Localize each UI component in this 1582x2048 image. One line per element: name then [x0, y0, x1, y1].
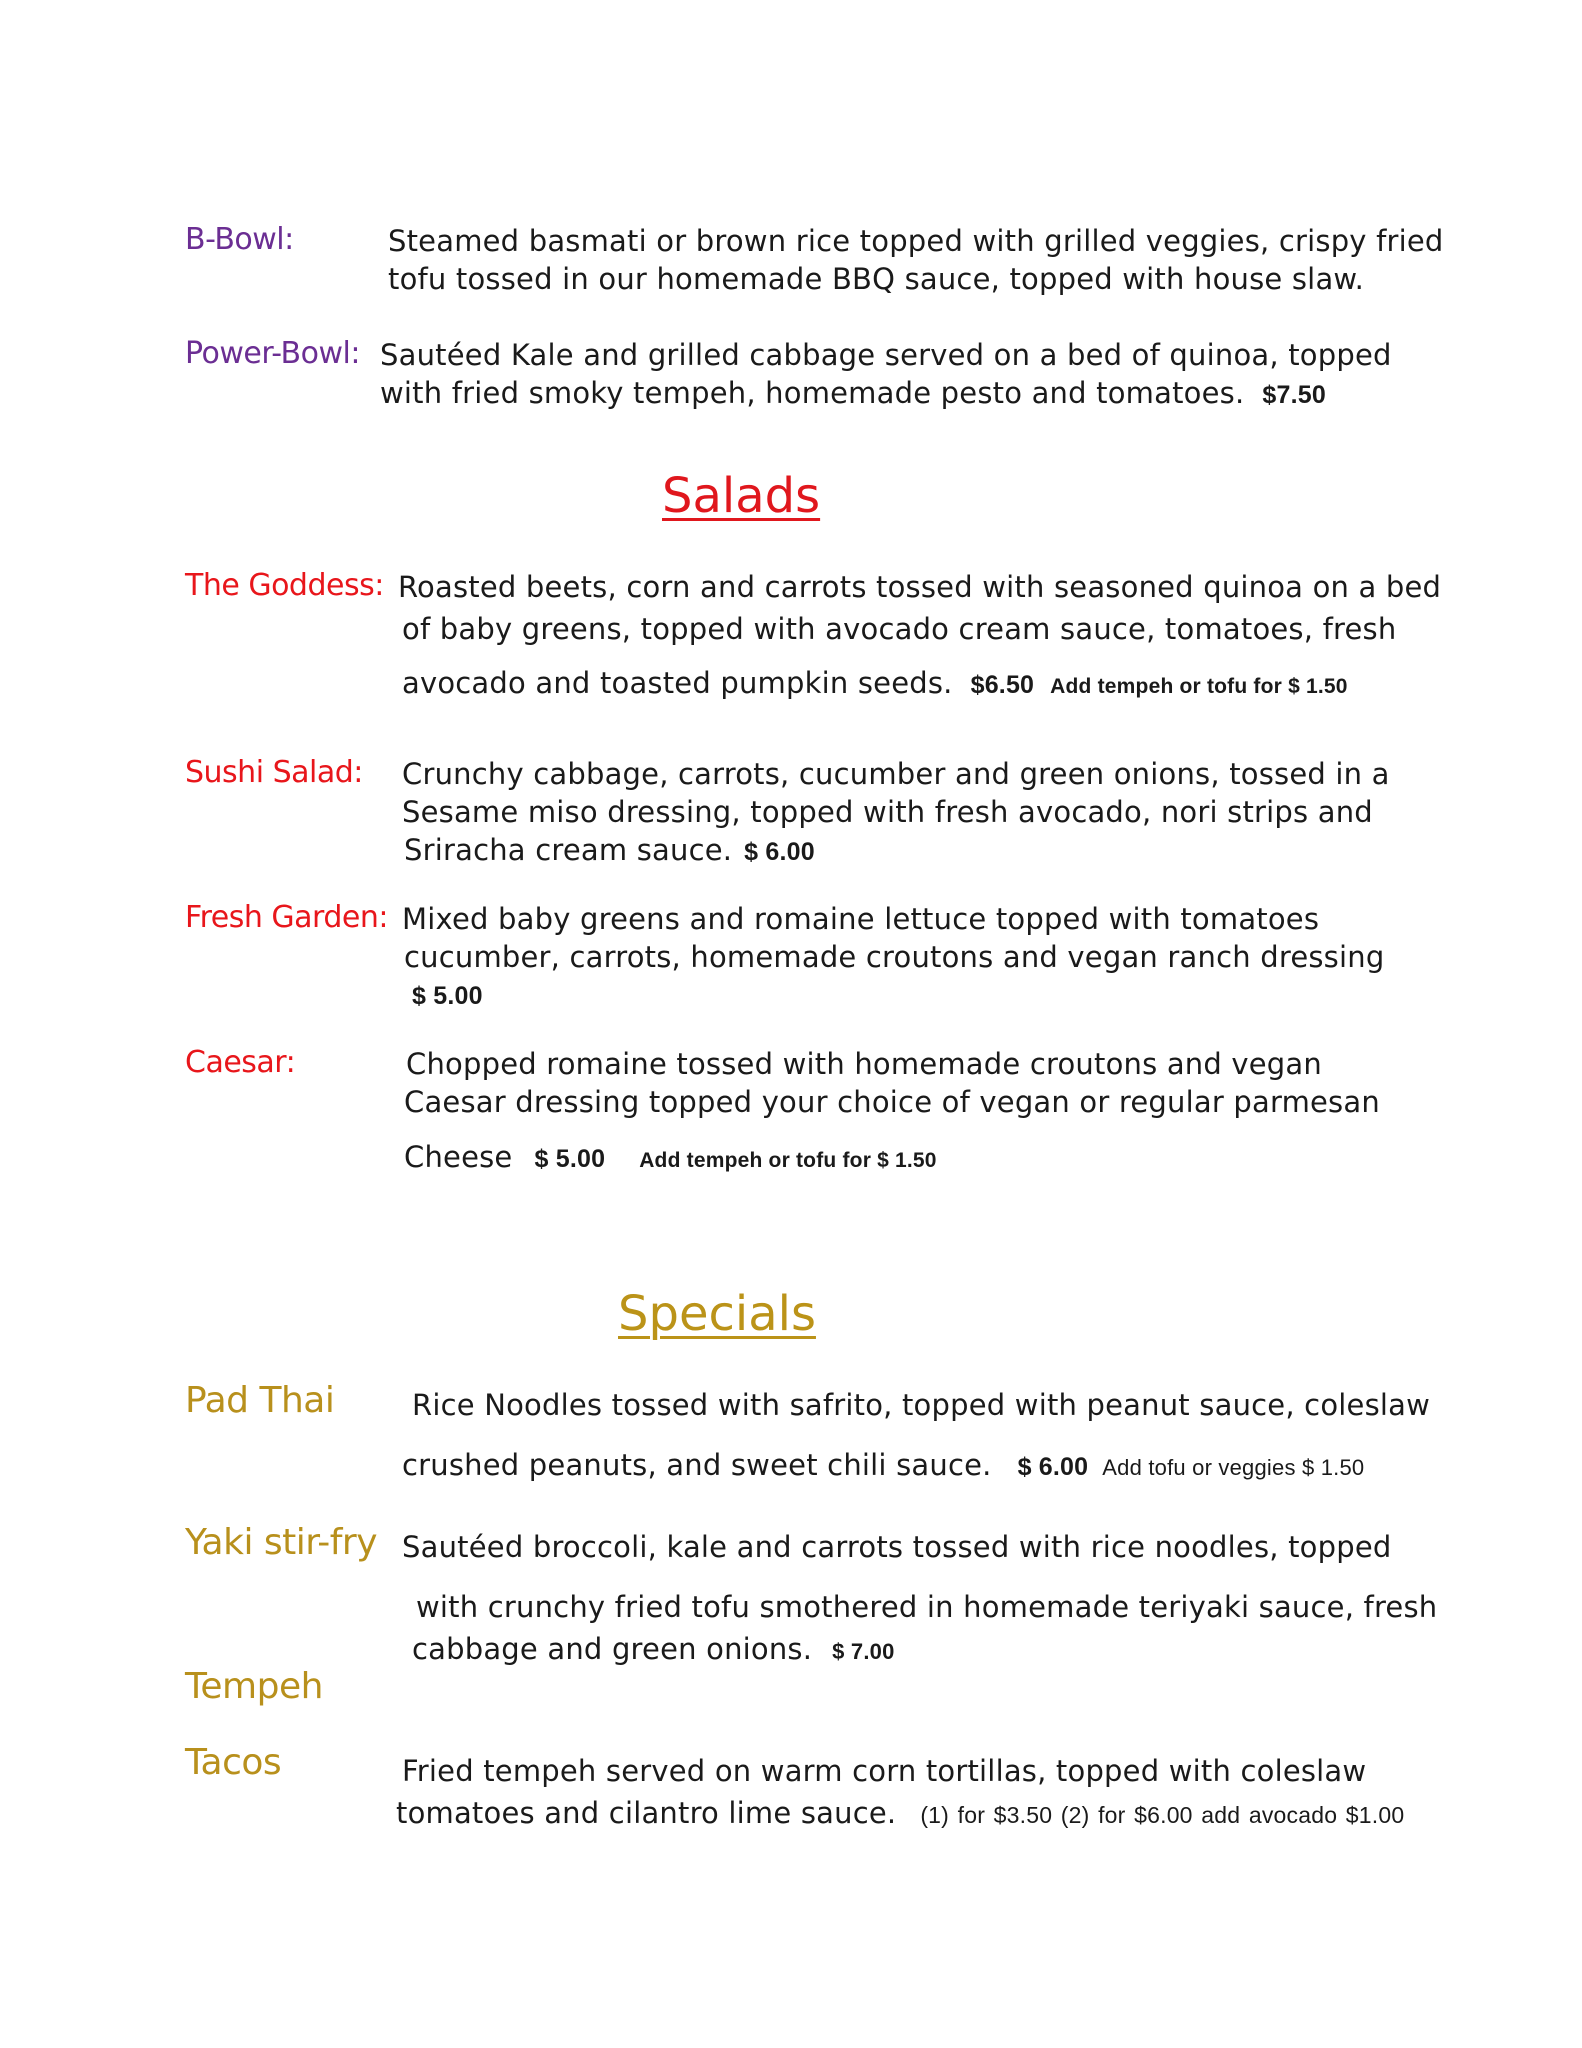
item-name: Fresh Garden:: [185, 900, 388, 935]
item-addon: Add tempeh or tofu for $ 1.50: [1050, 675, 1348, 698]
item-description: Steamed basmati or brown rice topped with grilled veggies, crispy fried: [388, 224, 1444, 258]
item-description: of baby greens, topped with avocado cream sauce, tomatoes, fresh: [402, 612, 1397, 646]
item-price: (1) for $3.50 (2) for $6.00 add avocado $1.00: [920, 1802, 1405, 1828]
item-name: Sushi Salad:: [185, 755, 363, 790]
item-description: crushed peanuts, and sweet chili sauce. $ 6.00 Add tofu or veggies $ 1.50: [402, 1448, 1365, 1482]
item-addon: Add tempeh or tofu for $ 1.50: [639, 1149, 937, 1172]
item-description: Fried tempeh served on warm corn tortillas, topped with coleslaw: [402, 1754, 1367, 1788]
item-description: Mixed baby greens and romaine lettuce topped with tomatoes: [402, 902, 1320, 936]
item-name: Tempeh: [185, 1666, 323, 1707]
item-description: Sautéed broccoli, kale and carrots tossed with rice noodles, topped: [402, 1530, 1392, 1564]
item-price: $6.50: [970, 671, 1035, 699]
item-name: Tacos: [185, 1742, 282, 1783]
item-name: B-Bowl:: [185, 222, 294, 257]
item-description: Sesame miso dressing, topped with fresh avocado, nori strips and: [402, 795, 1373, 829]
item-description: cabbage and green onions. $ 7.00: [412, 1632, 895, 1666]
item-name: Power-Bowl:: [185, 336, 360, 371]
item-price: $ 6.00: [1017, 1453, 1089, 1481]
item-name: The Goddess:: [185, 568, 384, 603]
item-description: Rice Noodles tossed with safrito, topped with peanut sauce, coleslaw: [412, 1388, 1431, 1422]
section-heading-specials: Specials: [618, 1286, 816, 1342]
item-name: Caesar:: [185, 1045, 296, 1080]
item-price: $7.50: [1262, 381, 1326, 409]
item-price: $ 5.00: [412, 982, 483, 1010]
item-description: tofu tossed in our homemade BBQ sauce, topped with house slaw.: [388, 262, 1365, 296]
item-price: $ 7.00: [832, 1639, 895, 1664]
item-description: cucumber, carrots, homemade croutons and vegan ranch dressing: [404, 940, 1385, 974]
item-addon: Add tofu or veggies $ 1.50: [1102, 1455, 1365, 1480]
item-price: $ 6.00: [744, 838, 815, 866]
item-name: Pad Thai: [185, 1380, 335, 1421]
item-description: Roasted beets, corn and carrots tossed with seasoned quinoa on a bed: [398, 570, 1442, 604]
item-description: tomatoes and cilantro lime sauce. (1) for $3.50 (2) for $6.00 add avocado $1.00: [396, 1796, 1405, 1830]
item-price: $ 5.00: [534, 1145, 606, 1173]
item-description: Cheese $ 5.00 Add tempeh or tofu for $ 1.50: [404, 1140, 937, 1174]
item-description: Sautéed Kale and grilled cabbage served on a bed of quinoa, topped: [380, 338, 1392, 372]
item-description: Sriracha cream sauce. $ 6.00: [404, 833, 815, 867]
item-description: Caesar dressing topped your choice of vegan or regular parmesan: [404, 1085, 1380, 1119]
item-description: with crunchy fried tofu smothered in homemade teriyaki sauce, fresh: [416, 1590, 1438, 1624]
item-description: Crunchy cabbage, carrots, cucumber and green onions, tossed in a: [402, 757, 1390, 791]
item-description: Chopped romaine tossed with homemade croutons and vegan: [406, 1047, 1322, 1081]
section-heading-salads: Salads: [662, 468, 821, 524]
item-description: with fried smoky tempeh, homemade pesto and tomatoes. $7.50: [380, 376, 1326, 410]
item-name: Yaki stir-fry: [185, 1522, 378, 1563]
item-description: avocado and toasted pumpkin seeds. $6.50 Add tempeh or tofu for $ 1.50: [402, 666, 1348, 700]
